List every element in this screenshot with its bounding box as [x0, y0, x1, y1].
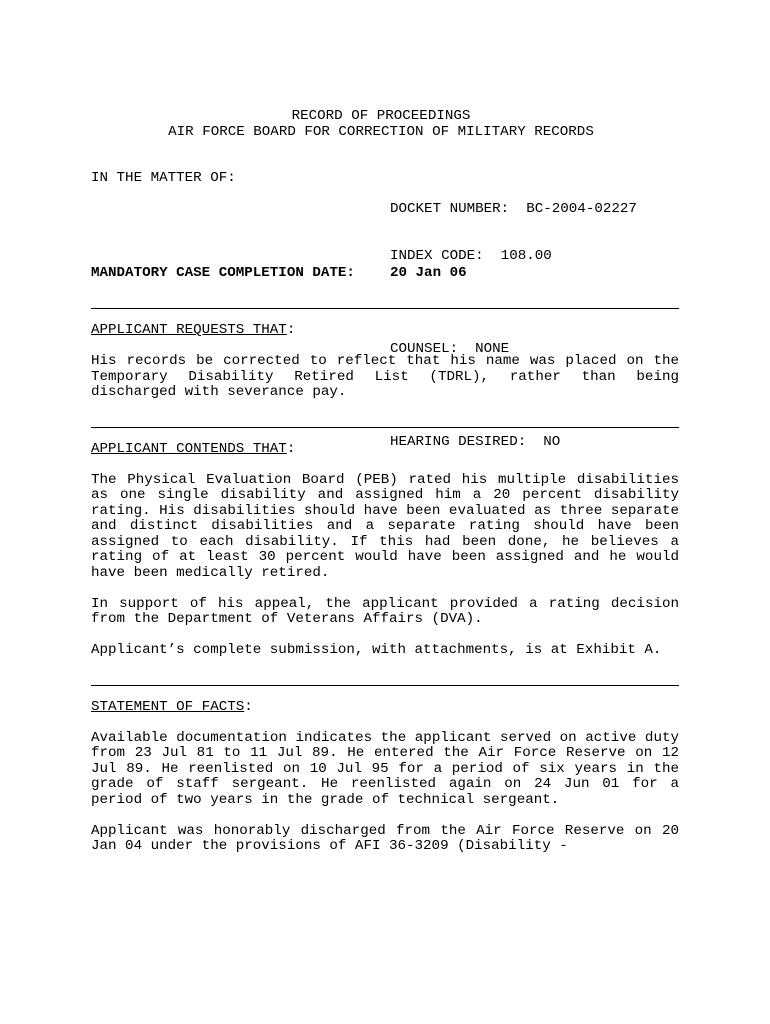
contends-paragraph-1: The Physical Evaluation Board (PEB) rated his multiple disabilities as one single disability and assigned him a 20 percent disability rating. His disabilities should have been evaluated as three separate and distinct disabilities and a separate rating should have been assigned to each disability. If this had been done, he believes a rating of at least 30 percent would have been assigned and he would have been medically retired.	[91, 471, 679, 581]
mandatory-completion-date	[91, 266, 679, 282]
index-code: INDEX CODE: 108.00	[390, 247, 552, 264]
facts-heading	[91, 700, 679, 716]
docket-number: DOCKET NUMBER: BC-2004-02227	[390, 201, 637, 217]
requests-heading-text: APPLICANT REQUESTS THAT	[91, 322, 287, 338]
title-line-1: RECORD OF PROCEEDINGS	[291, 108, 471, 124]
matter-label: IN THE MATTER OF:	[91, 170, 236, 186]
section-divider	[91, 685, 679, 686]
counsel: COUNSEL: NONE	[390, 340, 510, 357]
hearing-desired: HEARING DESIRED: NO	[390, 433, 561, 450]
facts-heading-text: STATEMENT OF FACTS	[91, 698, 245, 715]
document-title	[83, 109, 679, 140]
contends-paragraph-2: In support of his appeal, the applicant provided a rating decision from the Department of Veterans Affairs (DVA).	[91, 595, 679, 627]
case-info	[390, 171, 637, 481]
contends-heading-colon: :	[286, 440, 296, 457]
facts-heading-colon: :	[244, 698, 253, 715]
contends-paragraph-3: Applicant’s complete submission, with attachments, is at Exhibit A.	[91, 642, 662, 658]
facts-paragraph-2: Applicant was honorably discharged from the Air Force Reserve on 20 Jan 04 under the provisions of AFI 36-3209 (Disability -	[91, 822, 679, 854]
mandatory-date-label: MANDATORY CASE COMPLETION DATE:	[91, 265, 355, 281]
requests-heading-colon: :	[286, 322, 296, 338]
requests-text: His records be corrected to reflect that his name was placed on the Temporary Disability Retired List (TDRL), rather than being discharged with severance pay.	[91, 353, 679, 400]
contends-heading-text: APPLICANT CONTENDS THAT	[91, 440, 287, 457]
title-line-2: AIR FORCE BOARD FOR CORRECTION OF MILITARY RECORDS	[168, 123, 594, 140]
mandatory-date-value: 20 Jan 06	[390, 265, 467, 281]
facts-paragraph-1: Available documentation indicates the applicant served on active duty from 23 Jul 81 to 11 Jul 89. He entered the Air Force Reserve on 12 Jul 89. He reenlisted on 10 Jul 95 for a period of six years in the grade of staff sergeant. He reenlisted again on 24 Jun 01 for a period of two years in the grade of technical sergeant.	[91, 729, 679, 808]
document-page	[91, 109, 679, 855]
